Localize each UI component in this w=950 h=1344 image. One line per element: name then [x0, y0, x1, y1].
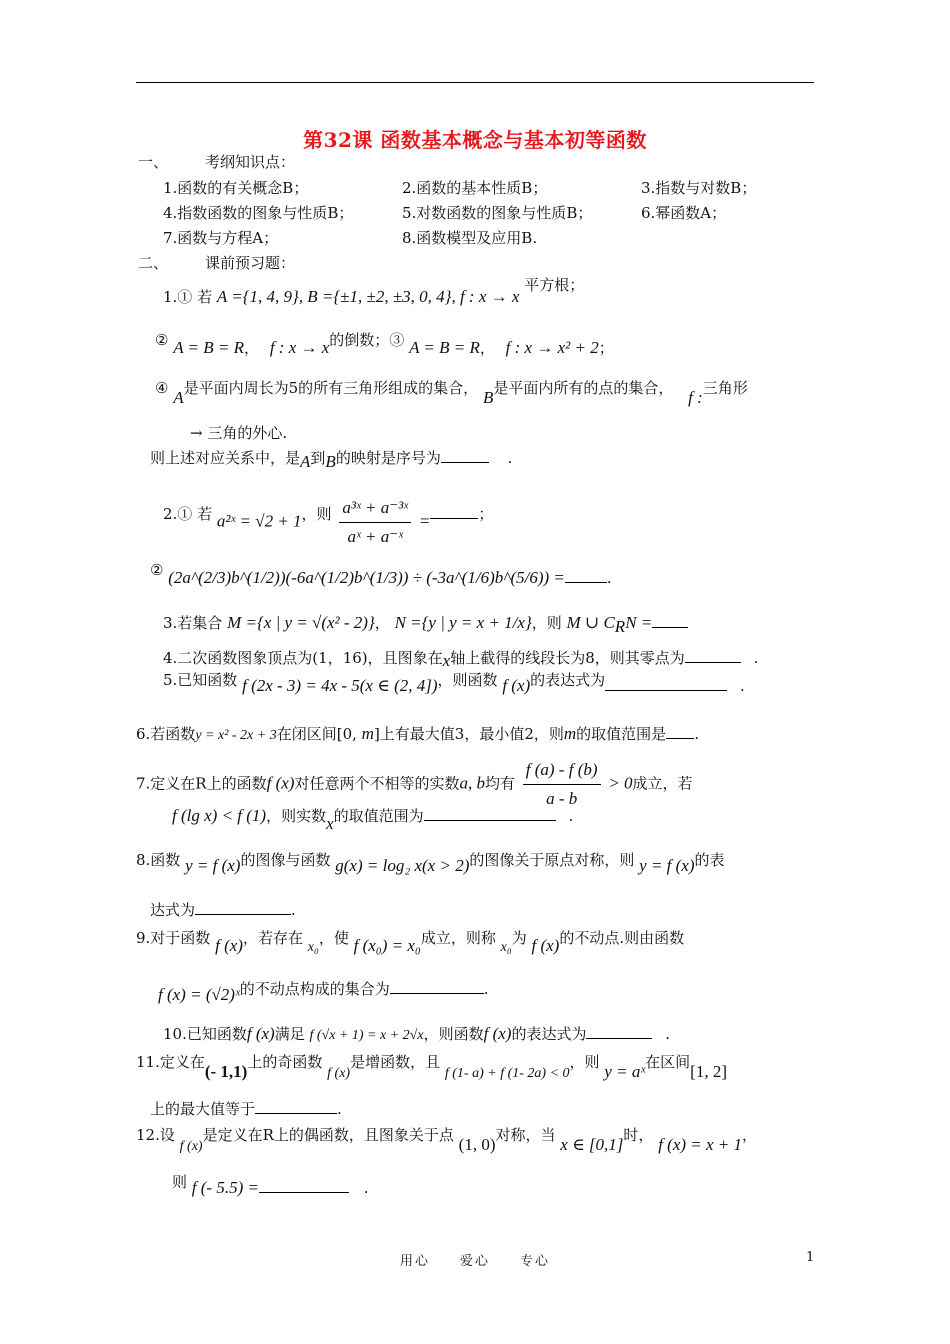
section2-heading: 课前预习题： [205, 254, 296, 272]
syllabus-item: 4.指数函数的图象与性质B； [163, 204, 354, 222]
question-8: 8.函数 y = f (x)的图像与函数 g(x) = log₂ x(x > 2)的图像关于原点对称，则 y = f (x)的表 [136, 851, 725, 875]
answer-blank [424, 820, 556, 821]
page-title: 第32课 函数基本概念与基本初等函数 [303, 128, 647, 152]
answer-blank [195, 914, 291, 915]
question-10: 10.已知函数f (x)满足 f (√x + 1) = x + 2√x，则函数f (x)的表达式为 . [163, 1024, 671, 1043]
syllabus-item: 3.指数与对数B； [641, 179, 757, 197]
q7-fraction: $\frac{f (a) - f (b)}{a - b}$ [523, 758, 601, 811]
q1-tail: 平方根； [524, 276, 585, 294]
answer-blank [652, 627, 688, 628]
question-2a: 2.① 若 a²ˣ = √2 + 1，则 $\frac{\text{a³ˣ + a⁻³ˣ}}{\text{aˣ + a⁻ˣ}}$ = ； [163, 496, 493, 549]
answer-blank [685, 662, 741, 663]
answer-blank [255, 1113, 337, 1114]
question-11b: 上的最大值等于 . [150, 1100, 342, 1118]
question-11: 11.定义在(- 1,1)上的奇函数 f (x)是增函数，且 f (1- a) + f (1- 2a) < 0，则 y = aˣ在区间[1, 2] [136, 1053, 727, 1081]
question-3: 3.若集合 M ={x | y = √(x² - 2)}， N ={y | y = x + 1/x}，则 M ∪ $C_RN$ = [163, 613, 688, 637]
syllabus-item: 6.幂函数A； [641, 204, 727, 222]
question-8b: 达式为 . [150, 901, 296, 919]
section2-number: 二、 [138, 254, 169, 272]
question-9b: f (x) = (√2)ˣ的不动点构成的集合为 . [158, 980, 489, 1004]
question-12b: 则 f (- 5.5) = . [172, 1173, 369, 1197]
syllabus-item: 1.函数的有关概念B； [163, 179, 309, 197]
syllabus-item: 8.函数模型及应用B. [402, 229, 538, 247]
q1-label: 1.① 若 [163, 288, 213, 306]
question-7: 7.定义在R上的函数f (x)对任意两个不相等的实数a, b均有 $\frac{f (a) - f (b)}{a - b}$ > 0成立，若 [136, 758, 693, 811]
question-2b: ② (2a^(2/3)b^(1/2))(-6a^(1/2)b^(1/3)) ÷ (-3a^(1/6)b^(5/6)) = . [150, 561, 612, 587]
section1-heading: 考纲知识点： [205, 153, 296, 171]
question-12: 12.设 f (x)是定义在R上的偶函数，且图象关于点 (1, 0)对称，当 x ∈ [0,1]时， f (x) = x + 1， [136, 1126, 758, 1154]
question-1c: ④ A是平面内周长为5的所有三角形组成的集合， B是平面内所有的点的集合， f :三角形 [155, 379, 748, 407]
q2-fraction: $\frac{\text{a³ˣ + a⁻³ˣ}}{\text{aˣ + a⁻ˣ}}$ [339, 496, 411, 549]
question-5: 5.已知函数 f (2x - 3) = 4x - 5(x ∈ (2, 4])，则函数 f (x)的表达式为 . [163, 671, 745, 695]
question-1b: ② A = B = R， f : x → x的倒数；③ A = B = R， f : x → x² + 2； [155, 331, 614, 357]
answer-blank [390, 993, 484, 994]
answer-blank [666, 738, 694, 739]
answer-blank [586, 1038, 652, 1039]
question-1a [163, 276, 585, 307]
q1-math: A ={1, 4, 9}, B ={±1, ±2, ±3, 0, 4}, f : x → x [216, 287, 520, 306]
question-7b: f (lg x) < f (1)，则实数x的取值范围为 . [172, 806, 574, 833]
section1-number: 一、 [138, 153, 169, 171]
answer-blank [441, 462, 489, 463]
syllabus-item: 5.对数函数的图象与性质B； [402, 204, 593, 222]
q2-condition: a²ˣ = √2 + 1 [216, 511, 302, 531]
answer-blank [565, 582, 607, 583]
syllabus-item: 7.函数与方程A； [163, 229, 279, 247]
answer-blank [605, 690, 727, 691]
question-1d: → 三角的外心. [190, 424, 288, 442]
page-number: 1 [806, 1250, 815, 1265]
syllabus-item: 2.函数的基本性质B； [402, 179, 548, 197]
header-rule [136, 82, 814, 83]
question-6: 6.若函数y = x² - 2x + 3在闭区间[0, m]上有最大值3，最小值2，则m的取值范围是 . [136, 724, 699, 743]
question-9: 9.对于函数 f (x)，若存在 x₀，使 f (x₀) = x₀成立，则称 x₀为 f (x)的不动点.则由函数 [136, 929, 685, 955]
page-footer: 用心 爱心 专心 [399, 1254, 550, 1269]
answer-blank [259, 1192, 349, 1193]
question-1e: 则上述对应关系中，是A到B的映射是序号为 . [150, 449, 513, 471]
q2-expression: (2a^(2/3)b^(1/2))(-6a^(1/2)b^(1/3)) ÷ (-3a^(1/6)b^(5/6)) = [168, 568, 565, 587]
answer-blank [430, 518, 478, 519]
question-4: 4.二次函数图象顶点为(1，16)，且图象在x轴上截得的线段长为8，则其零点为 . [163, 649, 759, 670]
